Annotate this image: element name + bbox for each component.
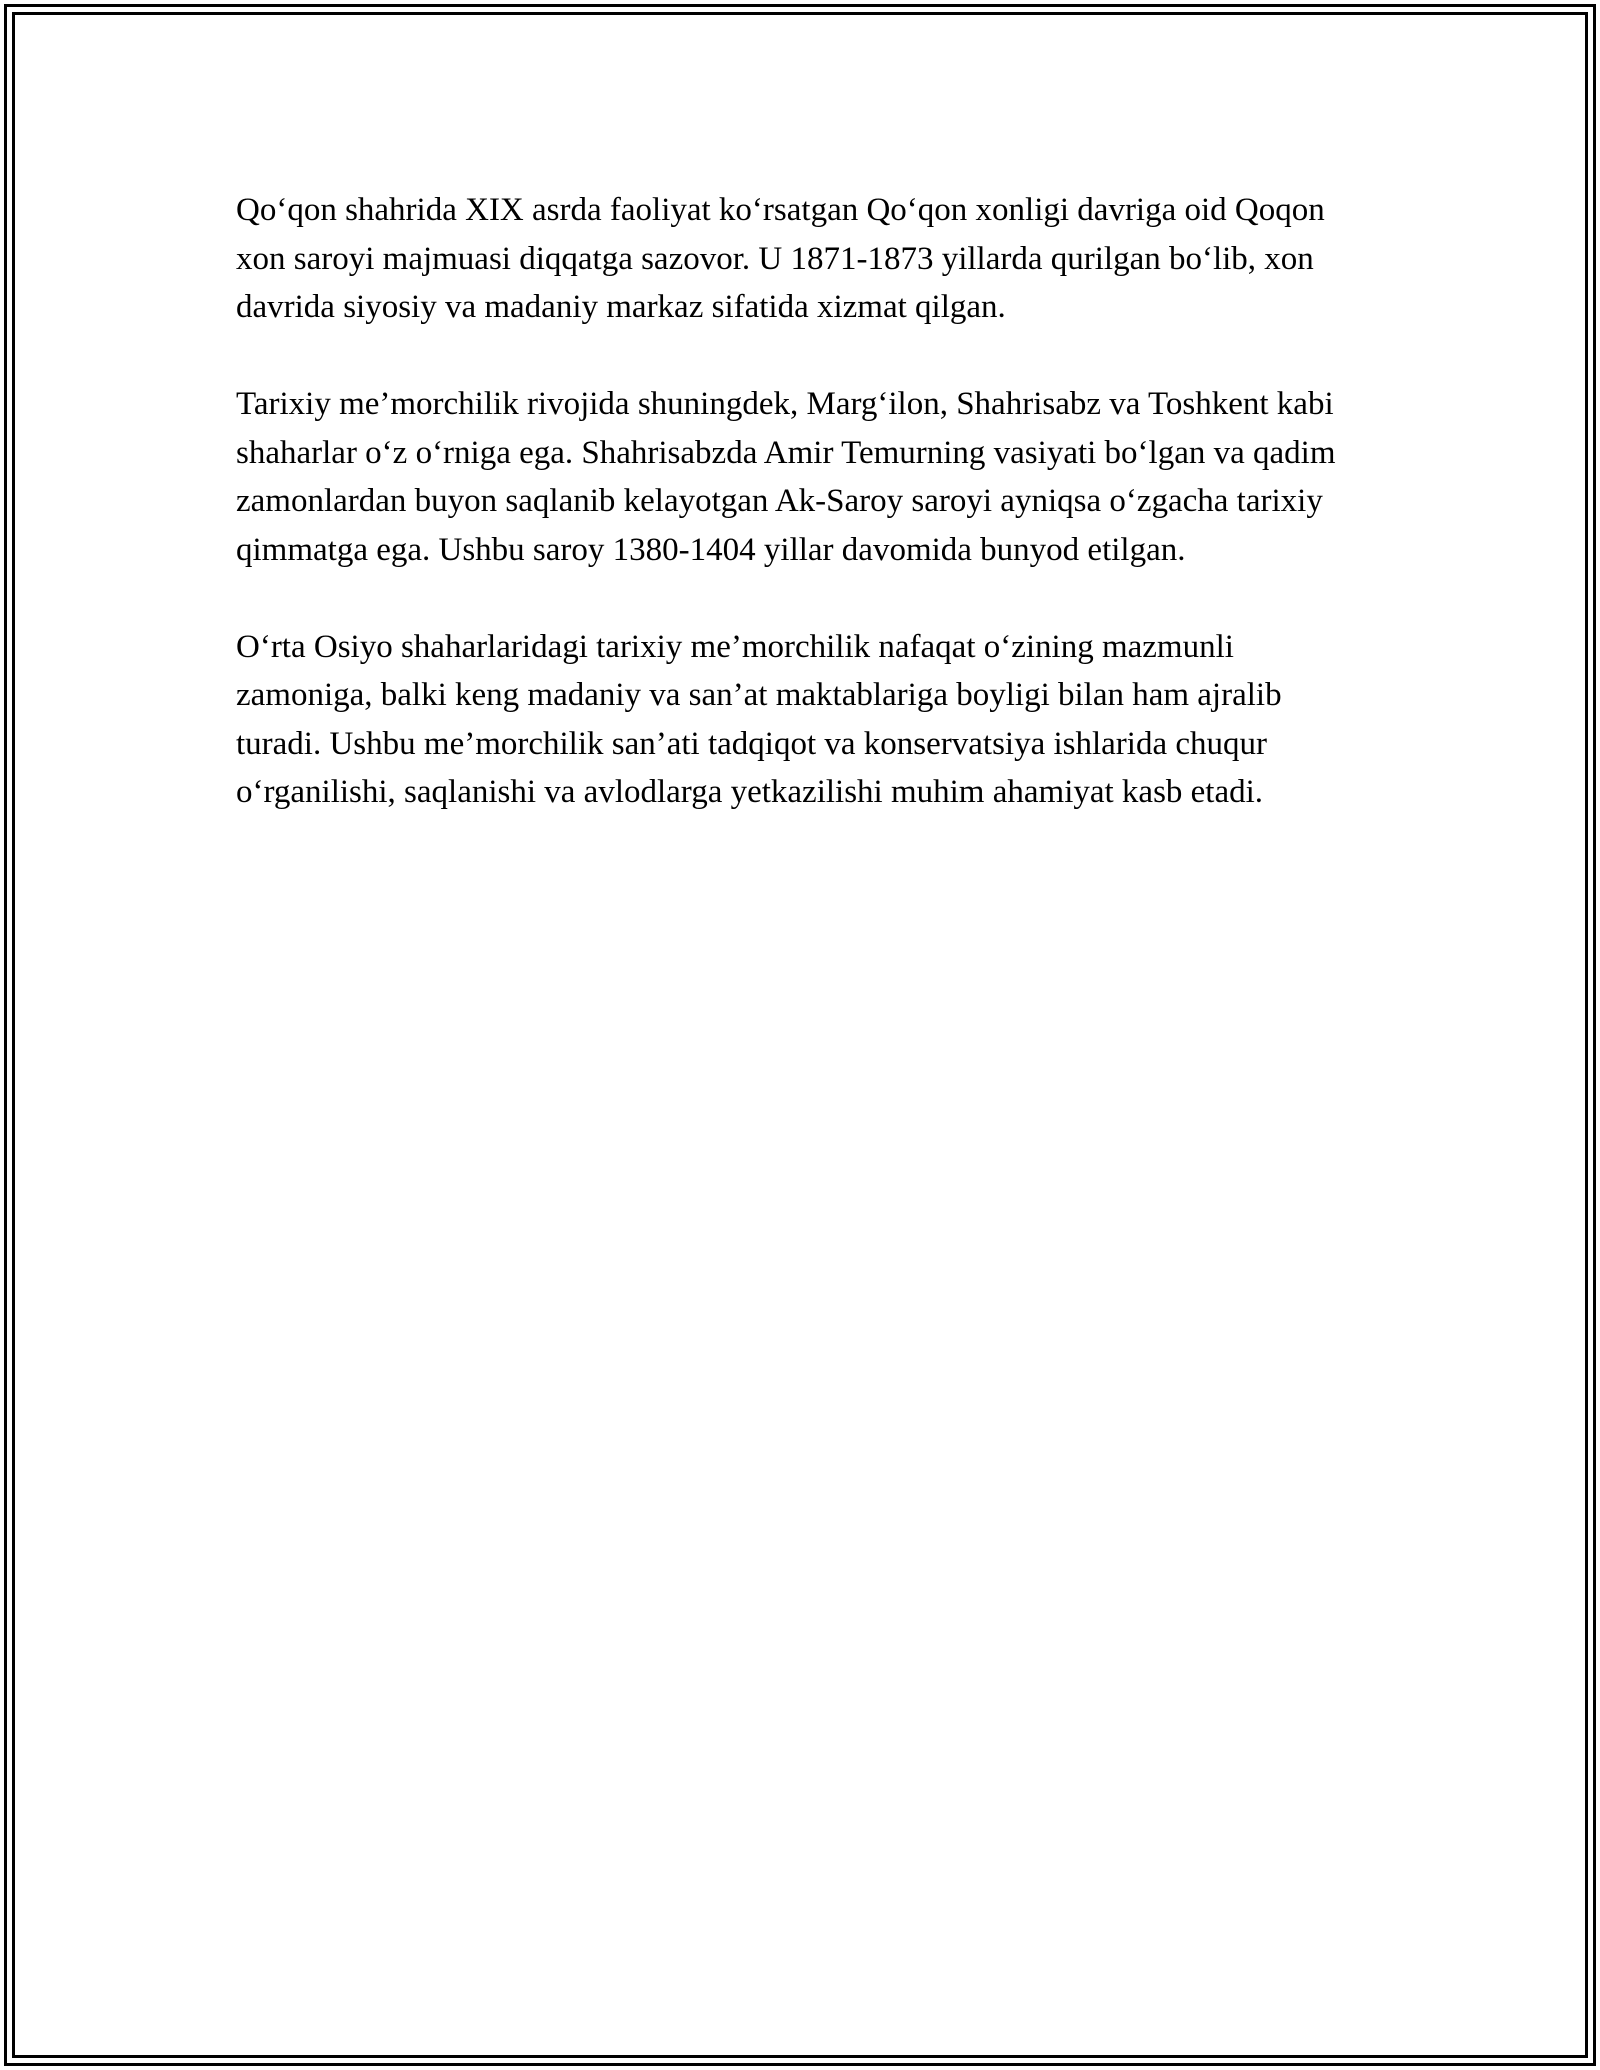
paragraph-historic-cities: Tarixiy me’morchilik rivojida shuningdek, Marg‘ilon, Shahrisabz va Toshkent kabi shaharlar o‘z o‘rniga ega. Shahrisabzda Amir Temurning vasiyati bo‘lgan va qadim zamonlardan buyon saqlanib kelayotgan Ak-Saroy saroyi ayniqsa o‘zgacha tarixiy qimmatga ega. Ushbu saroy 1380-1404 yillar davomida bunyod etilgan. [236, 386, 1336, 568]
paragraph-kokand-palace: Qo‘qon shahrida XIX asrda faoliyat ko‘rsatgan Qo‘qon xonligi davriga oid Qoqon xon saroyi majmuasi diqqatga sazovor. U 1871-1873 yillarda qurilgan bo‘lib, xon davrida siyosiy va madaniy markaz sifatida xizmat qilgan. [236, 192, 1325, 325]
document-body [236, 186, 1366, 865]
paragraph-central-asian-architecture: O‘rta Osiyo shaharlaridagi tarixiy me’morchilik nafaqat o‘zining mazmunli zamoniga, balki keng madaniy va san’at maktablariga boyligi bilan ham ajralib turadi. Ushbu me’morchilik san’ati tadqiqot va konservatsiya ishlarida chuqur o‘rganilishi, saqlanishi va avlodlarga yetkazilishi muhim ahamiyat kasb etadi. [236, 628, 1282, 810]
